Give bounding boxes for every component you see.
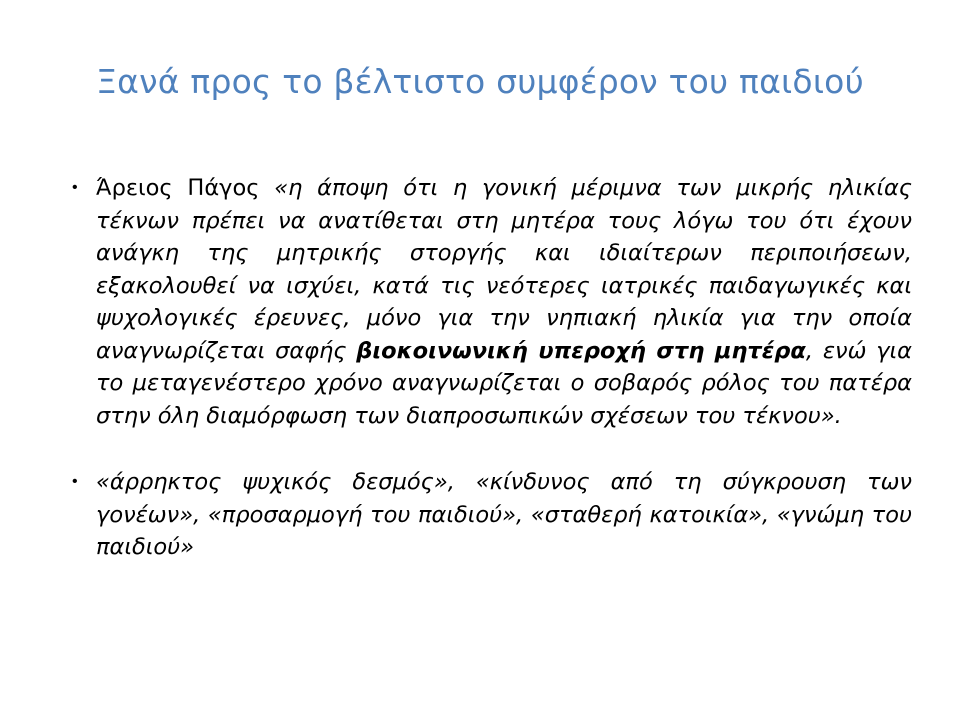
bullet-text: «άρρηκτος ψυχικός δεσμός», «κίνδυνος από τη σύγκρουση των γονέων», «προσαρμογή του παιδιού», «σταθερή κατοικία», «γνώμη του παιδιού» xyxy=(96,469,912,560)
slide-body xyxy=(72,172,912,564)
bullet-item-criteria xyxy=(72,466,912,564)
bullet-text xyxy=(96,172,912,432)
bullet-item-areios-pagos xyxy=(72,172,912,432)
bullet-icon: • xyxy=(72,473,78,490)
quote-text-end: , ενώ για το μεταγενέστερο χρόνο αναγνωρίζεται ο σοβαρός ρόλος του πατέρα στην όλη διαμόρφωση των διαπροσωπικών σχέσεων του τέκνου». xyxy=(96,337,912,429)
quote-text: «η άποψη ότι η γονική μέριμνα των μικρής ηλικίας τέκνων πρέπει να ανατίθεται στη μητέρα τους λόγω του ότι έχουν ανάγκη της μητρικής στοργής και ιδιαίτερων περιποιήσεων, εξακολουθεί να ισχύει, κατά τις νεότερες ιατρικές παιδαγωγικές και ψυχολογικές έρευνες, μόνο για την νηπιακή ηλικία για την οποία αναγνωρίζεται σαφής xyxy=(96,175,912,364)
emphasis-text: βιοκοινωνική υπεροχή στη μητέρα xyxy=(356,337,806,364)
bullet-lead-text: Άρειος Πάγος xyxy=(96,175,275,201)
slide-title: Ξανά προς το βέλτιστο συμφέρον του παιδιού xyxy=(96,62,864,101)
bullet-icon: • xyxy=(72,179,78,196)
